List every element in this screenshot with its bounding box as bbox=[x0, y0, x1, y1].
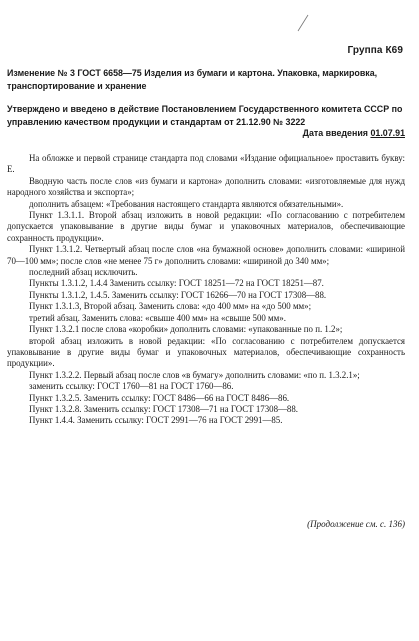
group-code: Группа К69 bbox=[347, 45, 403, 56]
paragraph: второй абзац изложить в новой редакции: «По согласованию с потребителем допускается упаковывание в другие виды бумаг и упаковочных материалов, обеспечивающие сохранность продукции». bbox=[7, 335, 405, 369]
paragraph: дополнить абзацем: «Требования настоящего стандарта являются обязательными». bbox=[29, 198, 344, 209]
paragraph: Вводную часть после слов «из бумаги и картона» дополнить словами: «изготовляемые для нужд народного хозяйства и экспорта»; bbox=[7, 175, 405, 198]
amendment-body bbox=[7, 153, 405, 427]
paragraph: последний абзац исключить. bbox=[29, 267, 138, 278]
continuation-note: (Продолжение см. с. 136) bbox=[307, 519, 405, 529]
paragraph: Пункты 1.3.1.2, 1.4.4 Заменить ссылку: ГОСТ 18251—72 на ГОСТ 18251—87. bbox=[29, 278, 324, 289]
amendment-title: Изменение № 3 ГОСТ 6658—75 Изделия из бумаги и картона. Упаковка, маркировка, транспортирование и хранение bbox=[7, 68, 378, 91]
date-value: 01.07.91 bbox=[370, 128, 405, 138]
paragraph: третий абзац. Заменить слова: «свыше 400 мм» на «свыше 500 мм». bbox=[29, 312, 286, 323]
pen-mark-icon bbox=[296, 14, 310, 32]
paragraph: Пункт 1.3.2.8. Заменить ссылку: ГОСТ 17308—71 на ГОСТ 17308—88. bbox=[29, 403, 298, 414]
approval-statement: Утверждено и введено в действие Постановлением Государственного комитета СССР по управлению качеством продукции и стандартам от 21.12.90 № 3222 bbox=[7, 104, 403, 127]
date-label: Дата введения bbox=[302, 128, 368, 138]
paragraph: Пункт 1.3.2.5. Заменить ссылку: ГОСТ 8486—66 на ГОСТ 8486—86. bbox=[29, 392, 290, 403]
paragraph: Пункт 1.3.1.3, Второй абзац. Заменить слова: «до 400 мм» на «до 500 мм»; bbox=[29, 301, 312, 312]
paragraph: Пункт 1.3.1.1. Второй абзац изложить в новой редакции: «По согласованию с потребителем допускается упаковывание в другие виды бумаг и упаковочных материалов, обеспечивающие сохранность продукции». bbox=[7, 210, 405, 243]
effective-date bbox=[303, 128, 405, 138]
paragraph: Пункт 1.3.1.2. Четвертый абзац после слов «на бумажной основе» дополнить словами: «шириной 70—100 мм»; после слов «не менее 75 г» дополнить словами: «шириной до 340 мм»; bbox=[7, 244, 405, 266]
paragraph: Пункт 1.4.4. Заменить ссылку: ГОСТ 2991—76 на ГОСТ 2991—85. bbox=[29, 415, 283, 426]
paragraph: Пункт 1.3.2.1 после слова «коробки» дополнить словами: «упакованные по п. 1.2»; bbox=[29, 324, 343, 335]
paragraph: заменить ссылку: ГОСТ 1760—81 на ГОСТ 1760—86. bbox=[29, 381, 234, 392]
paragraph: На обложке и первой странице стандарта под словами «Издание официальное» проставить букву: Е. bbox=[7, 153, 405, 175]
paragraph: Пункт 1.3.2.2. Первый абзац после слов «в бумагу» дополнить словами: «по п. 1.3.2.1»; bbox=[29, 369, 360, 380]
paragraph: Пункты 1.3.1.2, 1.4.5. Заменить ссылку: ГОСТ 16266—70 на ГОСТ 17308—88. bbox=[29, 289, 327, 300]
